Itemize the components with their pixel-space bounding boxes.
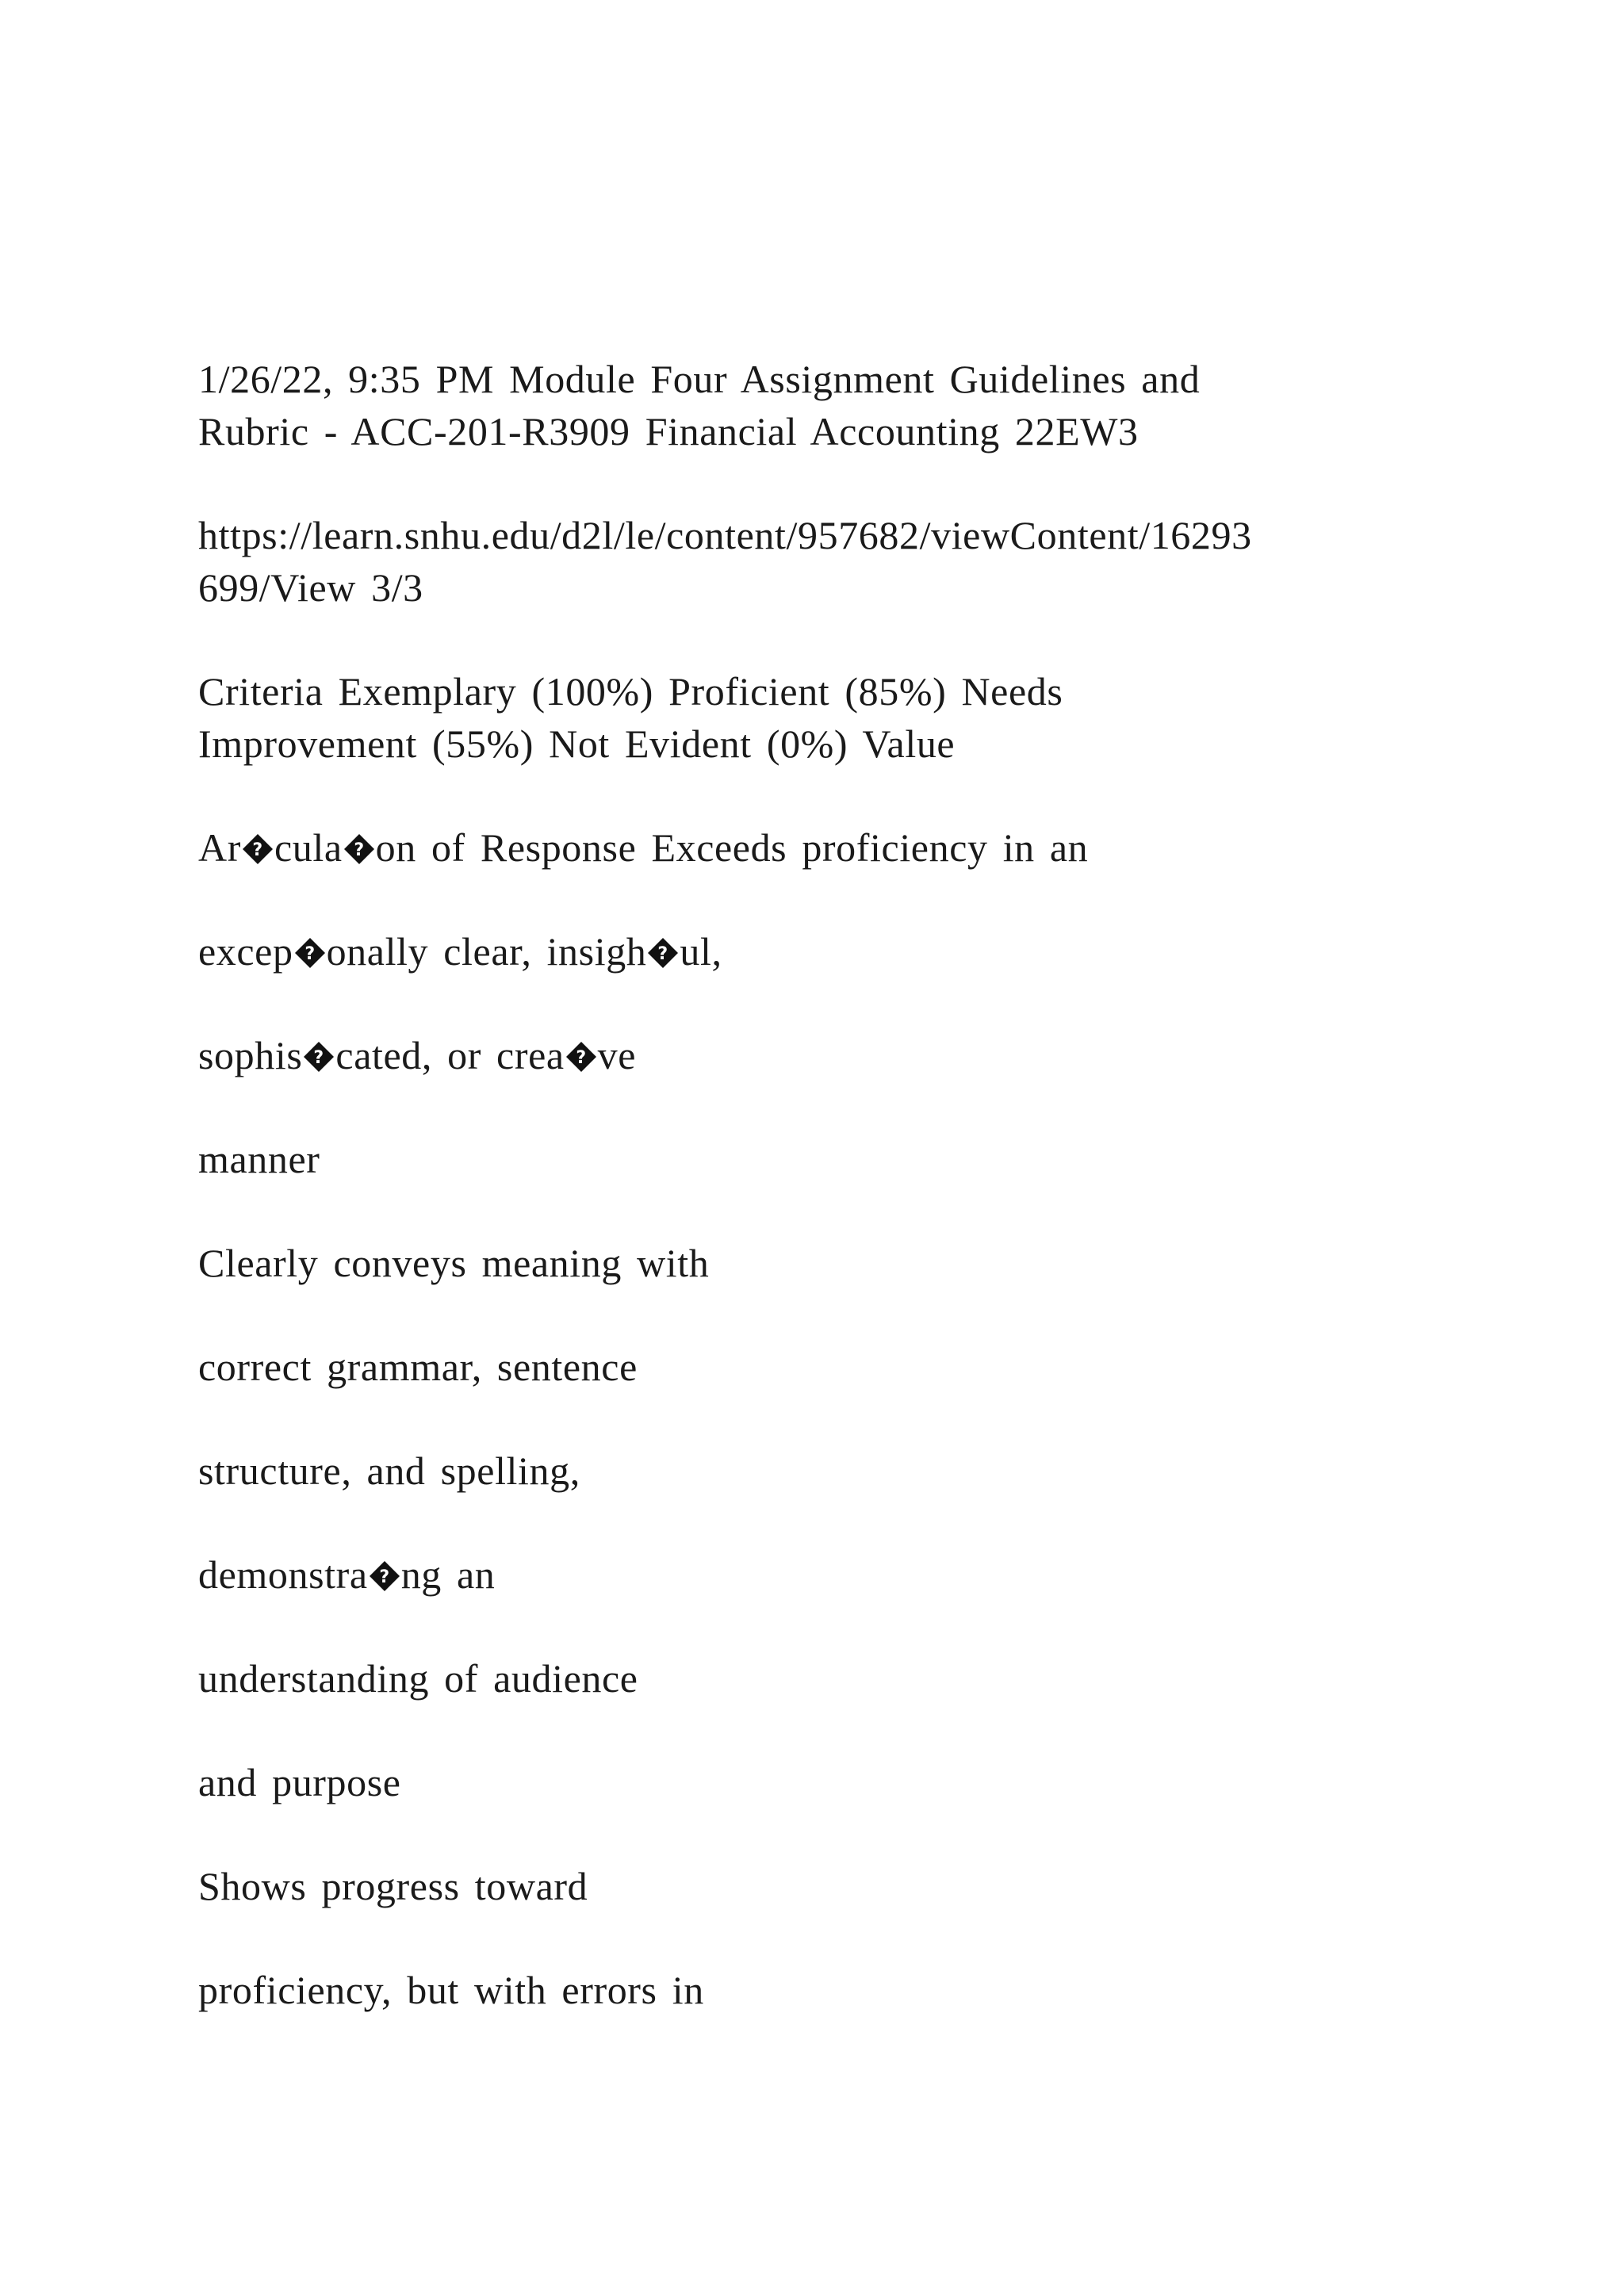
- text-fragment: demonstra: [198, 1552, 368, 1597]
- header-line-1: 1/26/22, 9:35 PM Module Four Assignment Guidelines and: [198, 357, 1201, 401]
- exceptionally-line: [198, 925, 1467, 978]
- svg-text:?: ?: [353, 840, 365, 860]
- text-fragment: ve: [597, 1033, 637, 1077]
- svg-text:?: ?: [379, 1567, 390, 1587]
- text-fragment: ul,: [680, 929, 722, 974]
- understanding-line: understanding of audience: [198, 1656, 638, 1701]
- replacement-character-icon: [293, 936, 327, 970]
- replacement-character-icon: [565, 1040, 598, 1073]
- text-fragment: sophis: [198, 1033, 303, 1077]
- structure-line: structure, and spelling,: [198, 1448, 580, 1493]
- manner-line: manner: [198, 1137, 320, 1181]
- articulation-line: [198, 821, 1467, 874]
- shows-line: Shows progress toward: [198, 1864, 588, 1908]
- url-line-1: https://learn.snhu.edu/d2l/le/content/957682/viewContent/16293: [198, 513, 1252, 557]
- sophisticated-line: [198, 1029, 1467, 1081]
- demonstrating-line: [198, 1548, 1467, 1601]
- svg-text:?: ?: [313, 1048, 325, 1068]
- svg-text:?: ?: [575, 1048, 587, 1068]
- clearly-line: Clearly conveys meaning with: [198, 1241, 710, 1285]
- replacement-character-icon: [241, 832, 274, 866]
- replacement-character-icon: [368, 1559, 401, 1593]
- replacement-character-icon: [343, 832, 376, 866]
- text-fragment: excep: [198, 929, 293, 974]
- criteria-line-2: Improvement (55%) Not Evident (0%) Value: [198, 721, 956, 766]
- proficiency-line: proficiency, but with errors in: [198, 1968, 704, 2012]
- purpose-line: and purpose: [198, 1760, 401, 1804]
- svg-text:?: ?: [252, 840, 263, 860]
- text-fragment: onally clear, insigh: [326, 929, 647, 974]
- text-fragment: Ar: [198, 825, 241, 870]
- text-fragment: on of Response Exceeds proficiency in an: [375, 825, 1089, 870]
- url-line-2: 699/View 3/3: [198, 565, 423, 610]
- replacement-character-icon: [646, 936, 680, 970]
- criteria-line-1: Criteria Exemplary (100%) Proficient (85%) Needs: [198, 669, 1063, 714]
- text-fragment: cula: [274, 825, 343, 870]
- replacement-character-icon: [302, 1040, 335, 1073]
- text-fragment: ng an: [400, 1552, 496, 1597]
- header-line-2: Rubric - ACC-201-R3909 Financial Accounting 22EW3: [198, 409, 1139, 453]
- svg-text:?: ?: [304, 944, 316, 964]
- correct-line: correct grammar, sentence: [198, 1345, 638, 1389]
- text-fragment: cated, or crea: [335, 1033, 565, 1077]
- svg-text:?: ?: [657, 944, 669, 964]
